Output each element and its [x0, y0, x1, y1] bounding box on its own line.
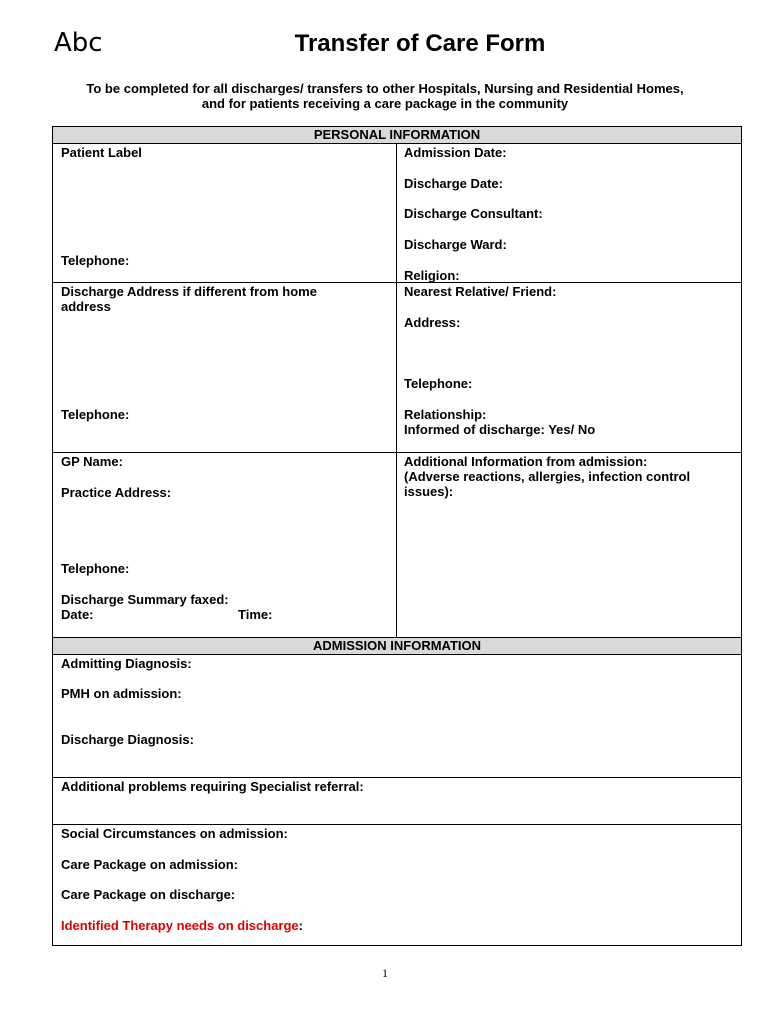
admission-date-field[interactable]: Admission Date: [404, 145, 507, 160]
faxed-date-field[interactable]: Date: [61, 607, 94, 622]
pmh-field[interactable]: PMH on admission: [61, 686, 182, 701]
discharge-address-field[interactable]: Discharge Address if different from home address [61, 284, 317, 314]
additional-information-detail: (Adverse reactions, allergies, infection control issues): [404, 469, 691, 499]
summary-faxed-field[interactable]: Discharge Summary faxed: [61, 592, 229, 607]
admitting-diagnosis-field[interactable]: Admitting Diagnosis: [61, 656, 192, 671]
intro-text [0, 81, 770, 111]
form-frame [52, 126, 742, 946]
divider [53, 143, 741, 144]
gp-telephone-field[interactable]: Telephone: [61, 561, 130, 576]
divider [53, 824, 741, 825]
relative-address-field[interactable]: Address: [404, 315, 461, 330]
patient-telephone-field[interactable]: Telephone: [61, 253, 130, 268]
specialist-referral-field[interactable]: Additional problems requiring Specialist referral: [61, 779, 364, 794]
discharge-consultant-field[interactable]: Discharge Consultant: [404, 206, 543, 221]
therapy-needs-label: Identified Therapy needs on discharge [61, 918, 299, 933]
divider [53, 654, 741, 655]
care-package-admission-field[interactable]: Care Package on admission: [61, 857, 239, 872]
social-circumstances-field[interactable]: Social Circumstances on admission: [61, 826, 288, 841]
relationship-field[interactable]: Relationship: [404, 407, 487, 422]
additional-information-field[interactable]: Additional Information from admission: [404, 454, 648, 469]
religion-field[interactable]: Religion: [404, 268, 460, 283]
admission-information-header: ADMISSION INFORMATION [53, 638, 741, 654]
column-divider [396, 143, 397, 637]
nearest-relative-field[interactable]: Nearest Relative/ Friend: [404, 284, 557, 299]
informed-of-discharge-field[interactable]: Informed of discharge: Yes/ No [404, 422, 596, 437]
page-number: 1 [382, 966, 388, 980]
personal-information-header: PERSONAL INFORMATION [53, 127, 741, 143]
discharge-date-field[interactable]: Discharge Date: [404, 176, 503, 191]
care-package-discharge-field[interactable]: Care Package on discharge: [61, 887, 236, 902]
therapy-needs-field[interactable] [61, 918, 303, 933]
faxed-time-field[interactable]: Time: [238, 607, 273, 622]
page-title: Transfer of Care Form [294, 30, 546, 57]
divider [53, 282, 741, 283]
address-telephone-field[interactable]: Telephone: [61, 407, 130, 422]
therapy-needs-colon: : [298, 918, 304, 933]
divider [53, 777, 741, 778]
intro-line-2: and for patients receiving a care package in the community [201, 96, 569, 111]
discharge-ward-field[interactable]: Discharge Ward: [404, 237, 507, 252]
gp-name-field[interactable]: GP Name: [61, 454, 123, 469]
intro-line-1: To be completed for all discharges/ transfers to other Hospitals, Nursing and Residential Homes, [86, 81, 684, 96]
practice-address-field[interactable]: Practice Address: [61, 485, 172, 500]
patient-label-field[interactable]: Patient Label [61, 145, 142, 160]
divider [53, 452, 741, 453]
logo-text: Abc [54, 28, 103, 58]
relative-telephone-field[interactable]: Telephone: [404, 376, 473, 391]
discharge-diagnosis-field[interactable]: Discharge Diagnosis: [61, 732, 194, 747]
